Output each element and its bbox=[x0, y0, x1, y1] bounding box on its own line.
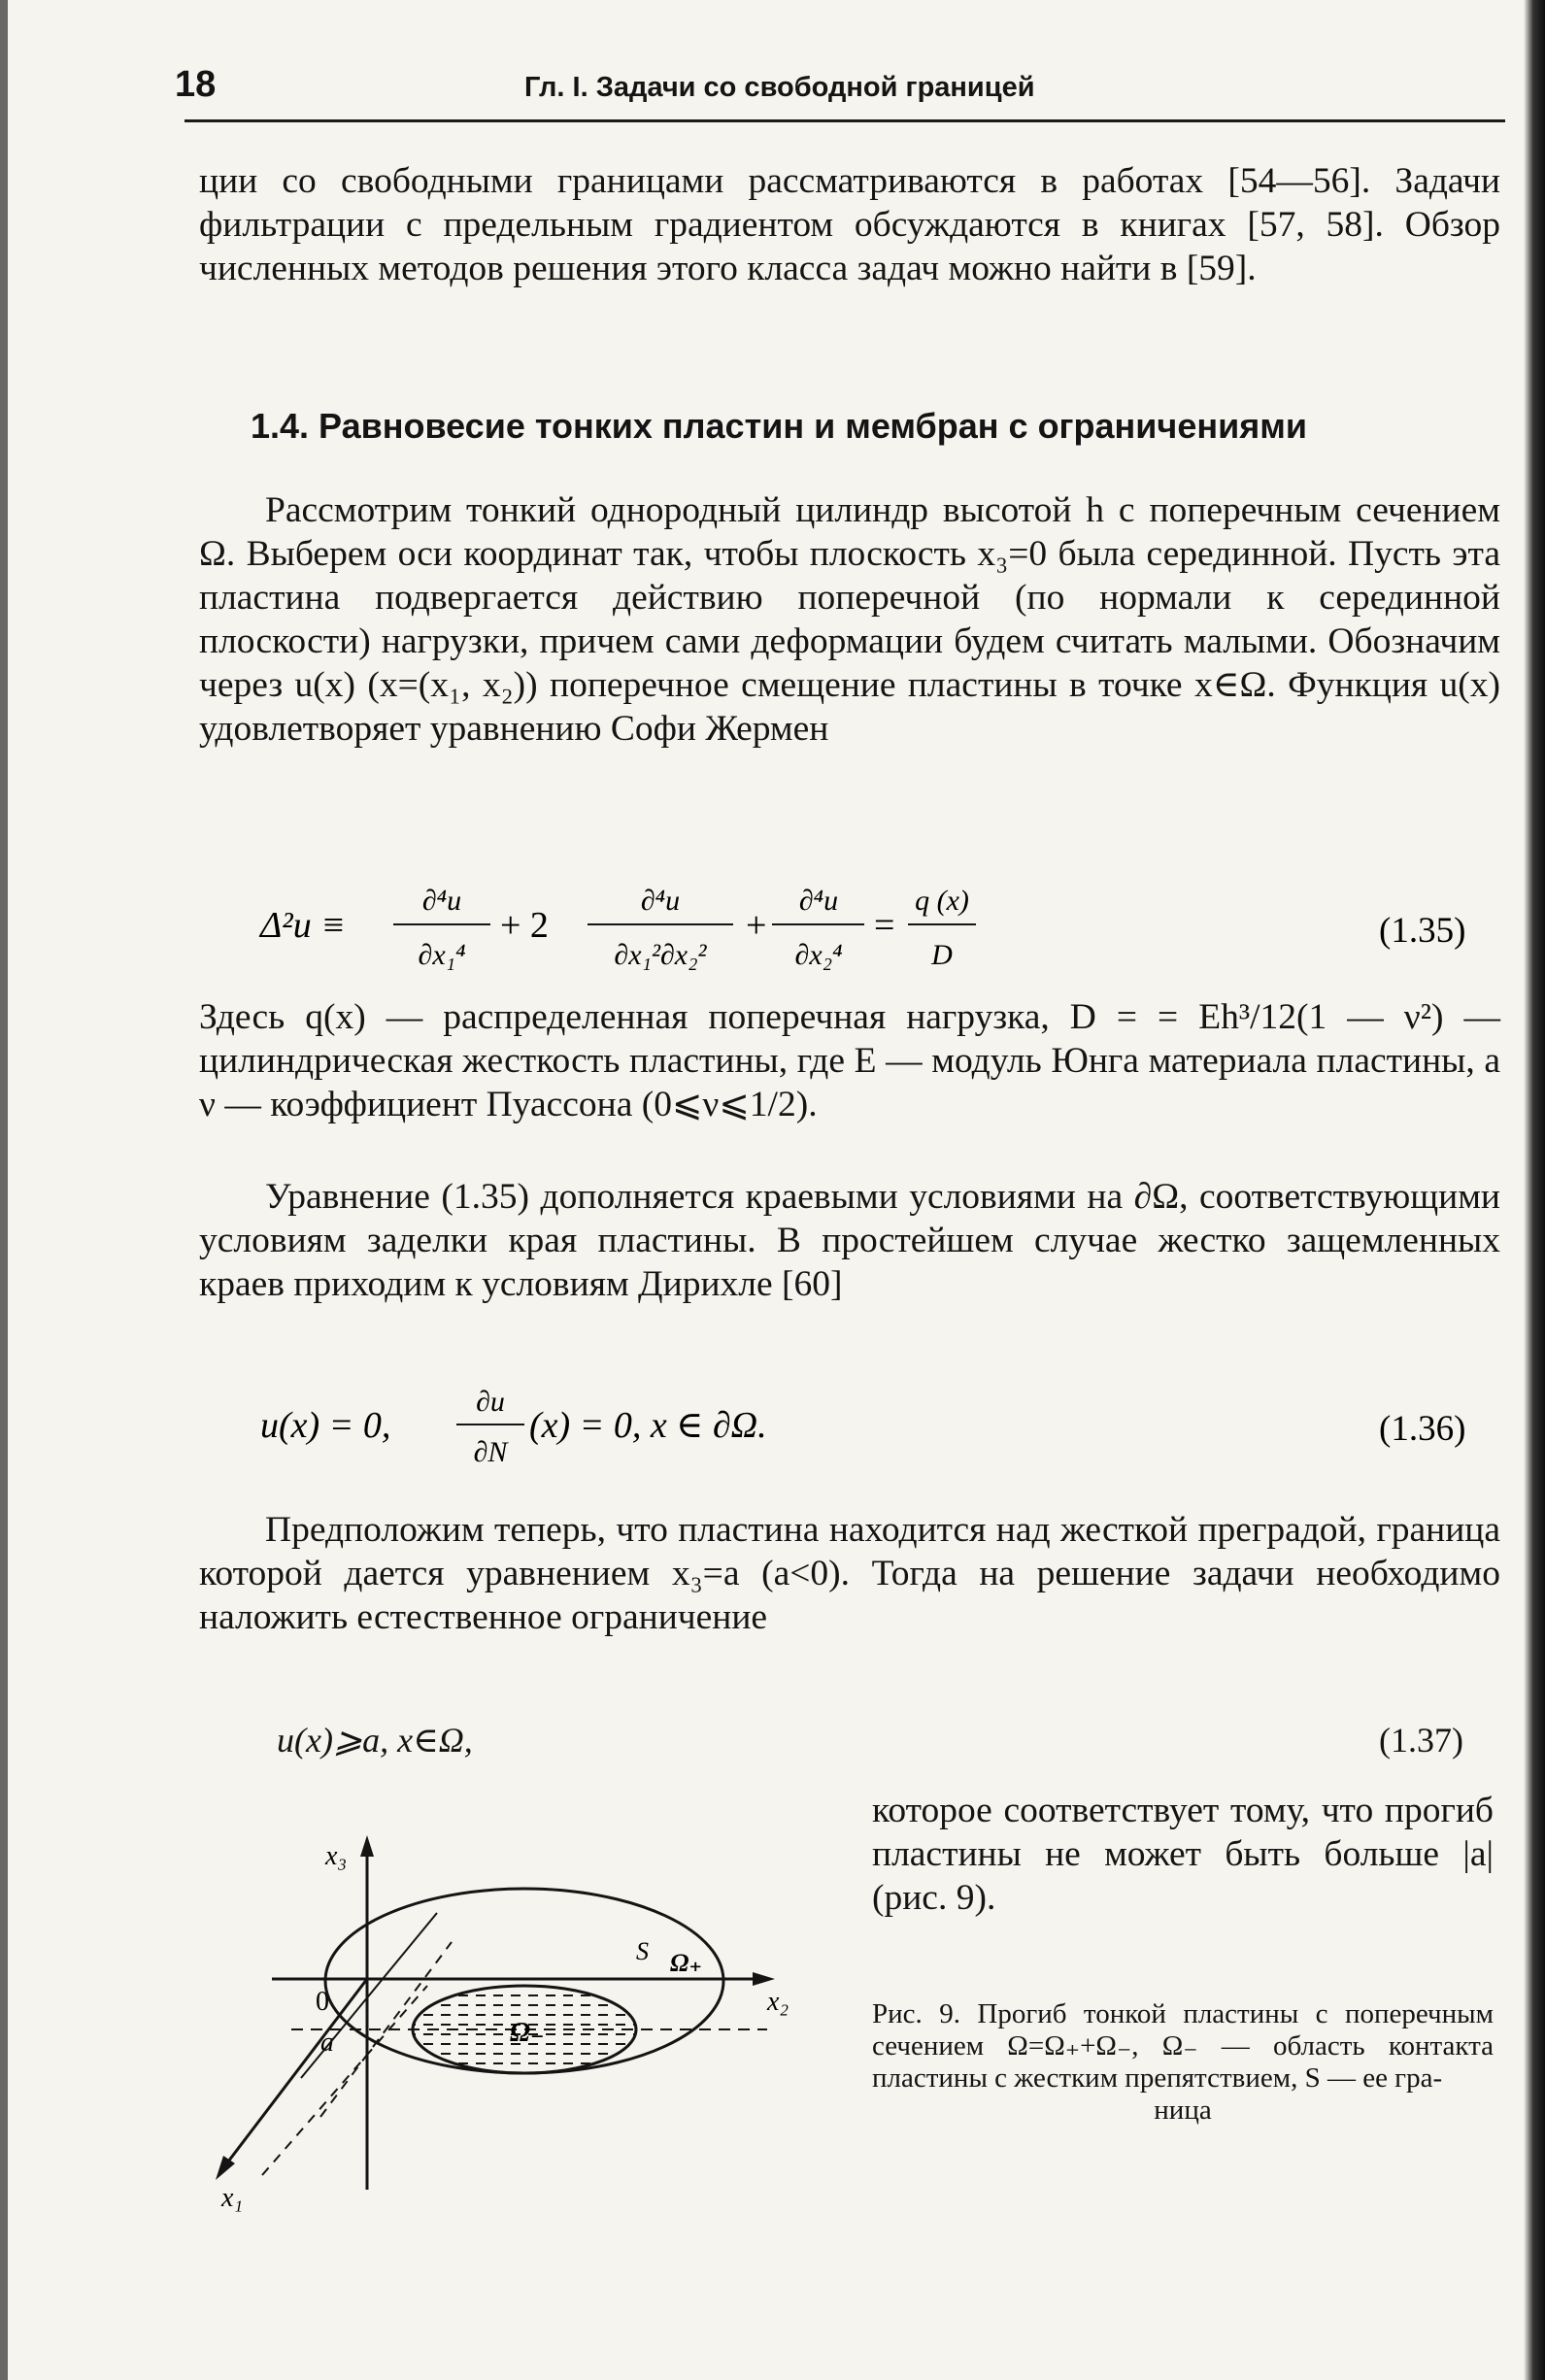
section-heading: 1.4. Равновесие тонких пластин и мембран с ограничениями bbox=[251, 406, 1307, 446]
eq136-part2: (x) = 0, x ∈ ∂Ω. bbox=[529, 1405, 767, 1446]
caption-end: ница bbox=[1154, 2095, 1212, 2126]
eq135-plus: + bbox=[746, 905, 767, 946]
equation-1-36 bbox=[0, 1374, 1545, 1481]
caption-main: Рис. 9. Прогиб тонкой пластины с поперечным сечением Ω=Ω₊+Ω₋, Ω₋ — область контакта пластины с жестким препятствием, S — ее гра- bbox=[872, 1998, 1494, 2094]
eq135-t3-num: ∂⁴u bbox=[798, 885, 839, 917]
label-omega-minus: Ω₋ bbox=[510, 2018, 545, 2048]
paragraph-1-text: Рассмотрим тонкий однородный цилиндр высотой h с поперечным сечением Ω. Выберем оси координат так, чтобы плоскость x₃=0 была серединной. Пусть эта пластина подвергается действию поперечной (по нормали к серединной плоскости) нагрузки, причем сами деформации будем считать малыми. Обозначим через u(x) (x=(x₁, x₂)) поперечное смещение пластины в точке x∈Ω. Функция u(x) удовлетворяет уравнению Софи Жермен bbox=[199, 490, 1500, 749]
equation-1-35-svg bbox=[0, 864, 1545, 981]
eq135-plus2: + 2 bbox=[500, 905, 549, 946]
label-a: a bbox=[320, 2028, 334, 2058]
label-omega-plus: Ω₊ bbox=[670, 1949, 703, 1977]
page-left-edge-shadow bbox=[0, 0, 8, 2380]
paragraph-1 bbox=[199, 488, 1500, 751]
eq135-t3-den: ∂x₂⁴ bbox=[794, 939, 843, 971]
paragraph-2 bbox=[199, 995, 1500, 1126]
eq135-eq: = bbox=[874, 905, 895, 946]
label-S: S bbox=[636, 1937, 649, 1965]
x1-axis bbox=[225, 1979, 367, 2165]
eq135-rhs-den: D bbox=[931, 939, 953, 971]
eq136-number: (1.36) bbox=[1379, 1409, 1466, 1449]
eq137-number: (1.37) bbox=[1379, 1721, 1463, 1760]
equation-1-35 bbox=[0, 864, 1545, 981]
book-spine-shadow bbox=[1524, 0, 1545, 2380]
running-title: Гл. I. Задачи со свободной границей bbox=[524, 72, 1035, 103]
label-x2: x₂ bbox=[767, 1987, 789, 2017]
eq135-number: (1.35) bbox=[1379, 911, 1466, 951]
eq135-t2-num: ∂⁴u bbox=[640, 885, 681, 917]
paragraph-4 bbox=[199, 1508, 1500, 1639]
figure-caption bbox=[872, 1998, 1494, 2127]
paragraph-2-text: Здесь q(x) — распределенная поперечная нагрузка, D = = Eh³/12(1 — ν²) — цилиндрическая жесткость пластины, где E — модуль Юнга материала пластины, а ν — коэффициент Пуассона (0⩽ν⩽1/2). bbox=[199, 997, 1500, 1124]
eq135-t2-den: ∂x₁²∂x₂² bbox=[614, 939, 707, 971]
intro-paragraph bbox=[199, 159, 1500, 290]
eq135-rhs-num: q (x) bbox=[915, 885, 969, 917]
plane-edge-dashed-2 bbox=[262, 1986, 427, 2175]
x1-arrowhead bbox=[216, 2156, 235, 2180]
side-text: которое соответствует тому, что прогиб пластины не может быть больше |a| (рис. 9). bbox=[872, 1791, 1494, 1918]
label-x3: x₃ bbox=[325, 1841, 348, 1871]
figure-9 bbox=[194, 1826, 835, 2214]
eq136-part1: u(x) = 0, bbox=[260, 1405, 391, 1446]
header-rule bbox=[185, 119, 1505, 122]
label-x1: x₁ bbox=[221, 2183, 244, 2213]
x2-arrowhead bbox=[753, 1972, 775, 1986]
eq135-t1-num: ∂⁴u bbox=[421, 885, 462, 917]
paragraph-3 bbox=[199, 1175, 1500, 1306]
eq135-t1-den: ∂x₁⁴ bbox=[418, 939, 466, 971]
eq136-frac-den: ∂N bbox=[473, 1436, 508, 1468]
x3-arrowhead bbox=[360, 1835, 374, 1857]
figure-9-svg bbox=[194, 1826, 835, 2214]
page-number: 18 bbox=[175, 64, 217, 105]
paragraph-3-text: Уравнение (1.35) дополняется краевыми условиями на ∂Ω, соответствующими условиям заделки края пластины. В простейшем случае жестко защемленных краев приходим к условиям Дирихле [60] bbox=[199, 1177, 1500, 1304]
eq137-text: u(x)⩾a, x∈Ω, bbox=[277, 1721, 473, 1760]
intro-text: ции со свободными границами рассматриваются в работах [54—56]. Задачи фильтрации с предельным градиентом обсуждаются в книгах [57, 58]. Обзор численных методов решения этого класса задач можно найти в [59]. bbox=[199, 161, 1500, 288]
eq135-lhs: Δ²u ≡ bbox=[260, 905, 346, 946]
eq136-frac-num: ∂u bbox=[476, 1386, 505, 1418]
paragraph-4-text: Предположим теперь, что пластина находится над жесткой преградой, граница которой дается уравнением x₃=a (a<0). Тогда на решение задачи необходимо наложить естественное ограничение bbox=[199, 1510, 1500, 1637]
label-origin: 0 bbox=[316, 1987, 329, 2017]
equation-1-36-svg bbox=[0, 1374, 1545, 1481]
